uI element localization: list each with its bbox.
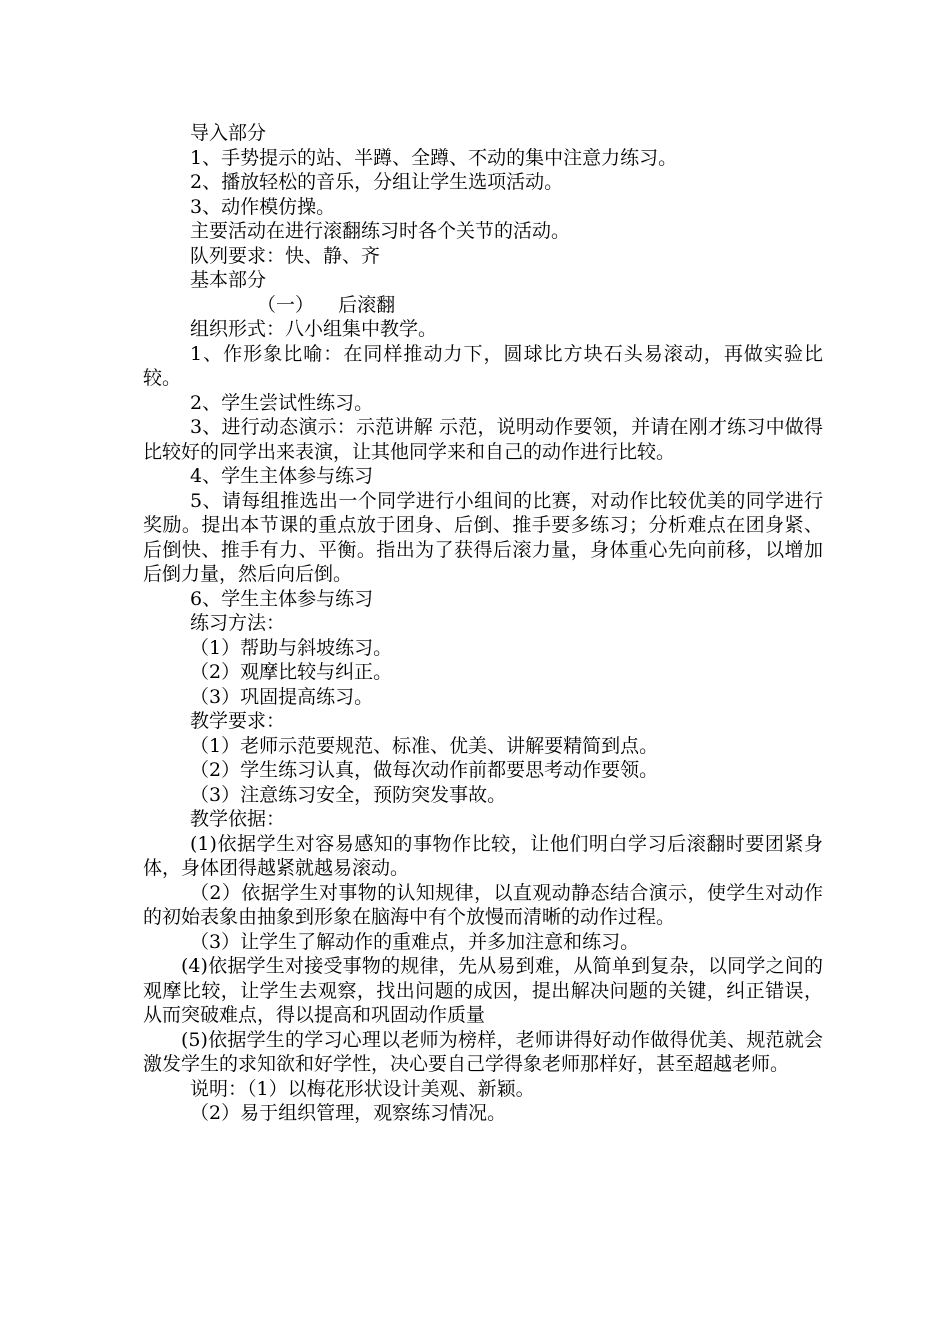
paragraph: 1、作形象比喻：在同样推动力下，圆球比方块石头易滚动，再做实验比较。	[143, 342, 823, 389]
paragraph: 主要活动在进行滚翻练习时各个关节的活动。	[190, 220, 571, 242]
paragraph: 5、请每组推选出一个同学进行小组间的比赛，对动作比较优美的同学进行奖励。提出本节课的重点放于团身、后倒、推手要多练习；分析难点在团身紧、后倒快、推手有力、平衡。指出为了获得后滚力量，身体重心先向前移，以增加后倒力量，然后向后倒。	[143, 489, 823, 585]
list-heading: 教学要求：	[190, 710, 286, 732]
list-heading: 教学依据：	[190, 808, 286, 830]
paragraph: 组织形式：八小组集中教学。	[190, 318, 438, 340]
list-item: （1）帮助与斜坡练习。	[190, 636, 393, 659]
note-item: （2）易于组织管理，观察练习情况。	[190, 1102, 507, 1124]
paragraph: 2、学生尝试性练习。	[190, 391, 374, 414]
list-item: （3）注意练习安全，预防突发事故。	[190, 783, 507, 806]
list-item: （2）学生练习认真，做每次动作前都要思考动作要领。	[190, 759, 659, 781]
section-heading-basic: 基本部分	[190, 269, 267, 291]
paragraph: 2、播放轻松的音乐，分组让学生选项活动。	[190, 171, 564, 193]
section-heading-intro: 导入部分	[190, 122, 267, 144]
list-item: （1）老师示范要规范、标准、优美、讲解要精简到点。	[190, 734, 659, 757]
paragraph: 4、学生主体参与练习	[190, 465, 374, 487]
list-item: （3）让学生了解动作的重难点，并多加注意和练习。	[190, 930, 640, 953]
note-item: 说明：（1）以梅花形状设计美观、新颖。	[190, 1077, 535, 1100]
paragraph: 队列要求：快、静、齐	[190, 244, 381, 267]
list-item: (1)依据学生对容易感知的事物作比较，让他们明白学习后滚翻时要团紧身体，身体团得越紧就越易滚动。	[143, 832, 823, 879]
list-item: (5)依据学生的学习心理以老师为榜样，老师讲得好动作做得优美、规范就会激发学生的求知欲和好学性，决心要自己学得象老师那样好，甚至超越老师。	[143, 1028, 823, 1075]
document-body	[143, 121, 823, 1126]
paragraph: 6、学生主体参与练习	[190, 587, 374, 610]
paragraph: 1、手势提示的站、半蹲、全蹲、不动的集中注意力练习。	[190, 146, 678, 169]
list-item: （2）观摩比较与纠正。	[190, 661, 393, 683]
list-item: (4)依据学生对接受事物的规律，先从易到难，从简单到复杂，以同学之间的观摩比较，让学生去观察，找出问题的成因，提出解决问题的关键，纠正错误，从而突破难点，得以提高和巩固动作质量	[143, 955, 823, 1026]
list-item: （3）巩固提高练习。	[190, 685, 374, 708]
list-item: （2）依据学生对事物的认知规律，以直观动静态结合演示，使学生对动作的初始表象由抽象到形象在脑海中有个放慢而清晰的动作过程。	[143, 881, 823, 928]
paragraph: 3、进行动态演示：示范讲解 示范，说明动作要领，并请在刚才练习中做得比较好的同学出来表演，让其他同学来和自己的动作进行比较。	[143, 416, 823, 463]
list-heading: 练习方法：	[190, 612, 286, 634]
subsection-heading: （一） 后滚翻	[257, 293, 396, 316]
paragraph: 3、动作模仿操。	[190, 195, 336, 218]
